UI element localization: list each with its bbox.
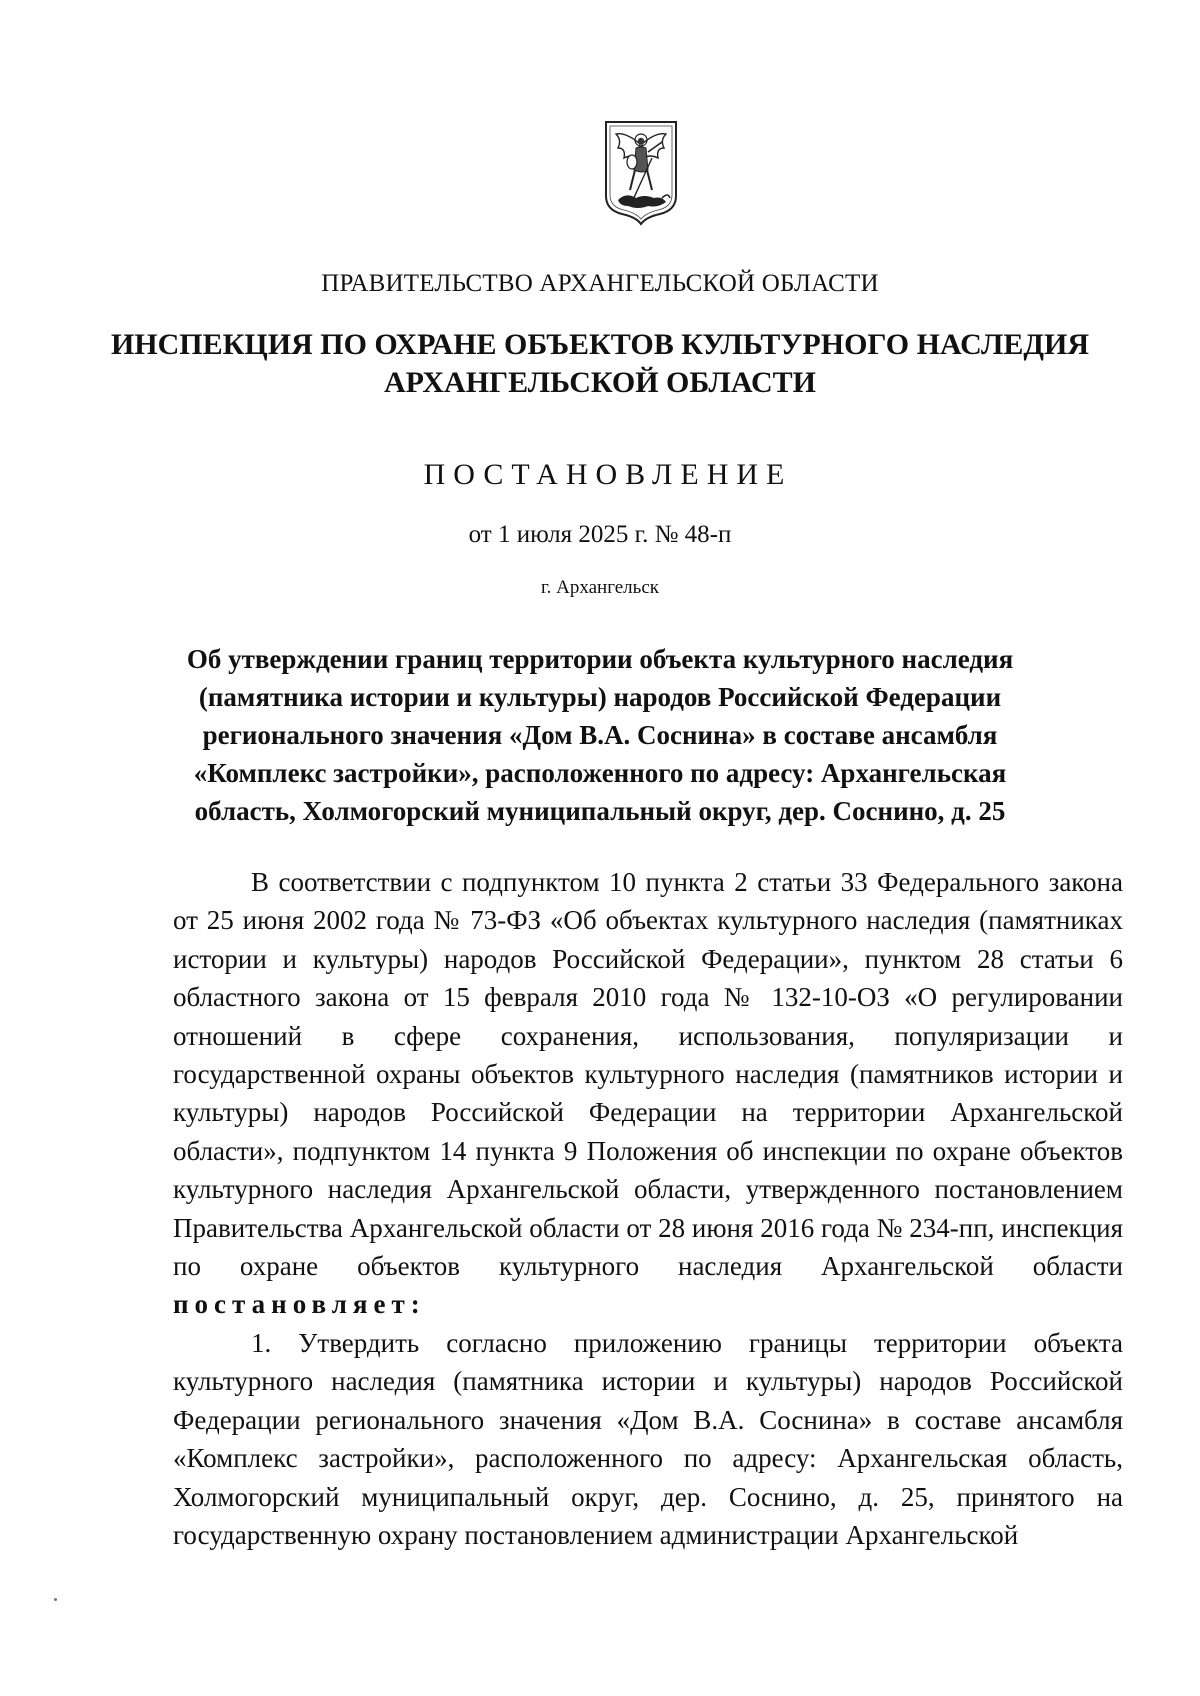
inspection-name (0, 326, 1200, 402)
item-1-text: 1. Утвердить согласно приложению границы территории объекта культурного наследия (памятника истории и культуры) народов Российской Федерации регионального значения «Дом В.А. Соснина» в составе ансамбля «Комплекс застройки», расположенного по адресу: Архангельская область, Холмогорский муниципальный округ, дер. Соснино, д. 25, принятого на государственную охрану постановлением администрации Архангельской (173, 1327, 1123, 1550)
government-name: ПРАВИТЕЛЬСТВО АРХАНГЕЛЬСКОЙ ОБЛАСТИ (321, 270, 879, 297)
preamble-text: В соответствии с подпунктом 10 пункта 2 статьи 33 Федерального закона от 25 июня 2002 года № 73-ФЗ «Об объектах культурного наследия (памятниках истории и культуры) народов Российской Федерации», пунктом 28 статьи 6 областного закона от 15 февраля 2010 года № 132-10-ОЗ «О регулировании отношений в сфере сохранения, использования, популяризации и государственной охраны объектов культурного наследия (памятников истории и культуры) народов Российской Федерации на территории Архангельской области», подпунктом 14 пункта 9 Положения об инспекции по охране объектов культурного наследия Архангельской области, утвержденного постановлением Правительства Архангельской области от 28 июня 2016 года № 234-пп, инспекция по охране объектов культурного наследия Архангельской области (173, 867, 1123, 1282)
document-type: ПОСТАНОВЛЕНИЕ (423, 458, 793, 491)
title-line: область, Холмогорский муниципальный округ, дер. Соснино, д. 25 (194, 796, 1006, 826)
title-line: (памятника истории и культуры) народов Российской Федерации (198, 682, 1002, 712)
document-date-number: от 1 июля 2025 г. № 48-п (468, 521, 732, 548)
inspection-name-line2: АРХАНГЕЛЬСКОЙ ОБЛАСТИ (384, 366, 816, 399)
decree-word: постановляет: (173, 1289, 426, 1320)
inspection-name-line1: ИНСПЕКЦИЯ ПО ОХРАНЕ ОБЪЕКТОВ КУЛЬТУРНОГО НАСЛЕДИЯ (110, 328, 1090, 361)
body-paragraph-preamble (173, 863, 1123, 1324)
document-body (173, 863, 1123, 1554)
scan-speck (54, 1598, 57, 1601)
document-title (0, 640, 1200, 830)
arkhangelsk-coat-of-arms-icon (602, 118, 680, 226)
body-paragraph-item-1 (173, 1324, 1123, 1554)
title-line: Об утверждении границ территории объекта культурного наследия (186, 644, 1014, 674)
title-line: «Комплекс застройки», расположенного по адресу: Архангельская (193, 758, 1007, 788)
title-line: регионального значения «Дом В.А. Соснина» в составе ансамбля (202, 720, 998, 750)
document-city: г. Архангельск (540, 577, 659, 598)
